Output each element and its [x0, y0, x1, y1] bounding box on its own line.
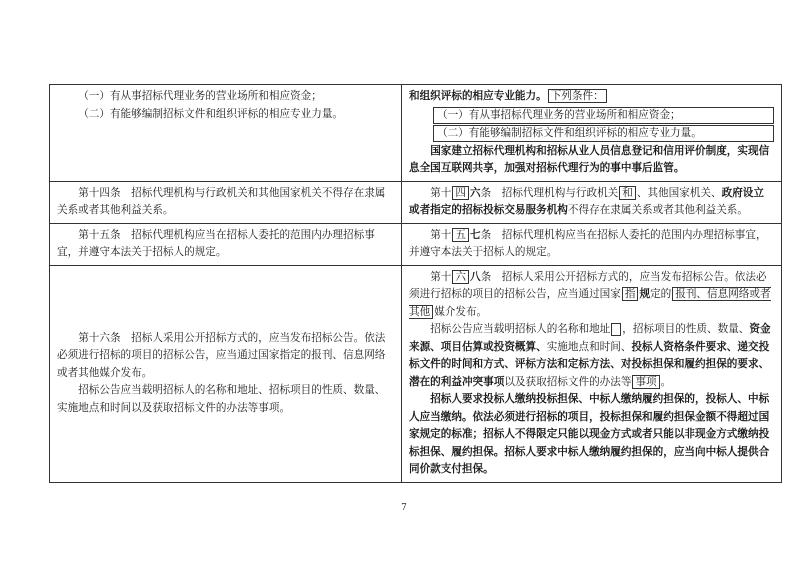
new-text-line: [409, 269, 774, 322]
added-text: 招标人要求投标人缴纳投标担保、中标人缴纳履约担保的，投标人、中标人应当缴纳。依法必须进行招标的项目，投标担保和履约担保金额不得超过国家规定的标准；招标人不得限定只能以现金方式或者只能以非现金方式缴纳投标担保、履约担保。招标人要求中标人缴纳履约担保的，应当向中标人提供合同价款支付担保。: [409, 393, 770, 475]
added-text: 投标人资格条件要求、递交投标文件的时间和方式、评标方法和定标方法、对投标担保和履约担保的要求、潜在的利益冲突事项: [409, 340, 770, 388]
comparison-table-page: [49, 84, 781, 483]
added-text: 八: [469, 270, 481, 283]
old-text-line: （二）有能够编制招标文件和组织评标的相应专业力量。: [78, 107, 344, 120]
text-span: 以及获取招标文件的办法等: [504, 375, 632, 388]
added-text: 国家建立招标代理机构和招标从业人员信息登记和信用评价制度，实现信息全国互联网共享，加强对招标代理行为的事中事后监管。: [409, 144, 770, 174]
old-text-line: 第十五条 招标代理机构应当在招标人委托的范围内办理招标事宜，并遵守本法关于招标人的规定。: [57, 228, 375, 258]
new-text-cell: [402, 265, 782, 482]
page-number: 7: [401, 503, 407, 513]
old-text-line: 第十六条 招标人采用公开招标方式的，应当发布招标公告。依法必须进行招标的项目的招标公告，应当通过国家指定的报刊、信息网络或者其他媒介发布。: [57, 331, 386, 379]
old-text-line: 第十四条 招标代理机构与行政机关和其他国家机关不得存在隶属关系或者其他利益关系。: [57, 186, 386, 216]
added-text: 六: [469, 186, 481, 199]
old-text-cell: [50, 223, 402, 265]
deleted-box: （一）有从事招标代理业务的营业场所和相应资金；: [433, 107, 774, 124]
deleted-box: 指: [622, 287, 639, 301]
deleted-box: （二）有能够编制招标文件和组织评标的相应专业力量。: [433, 125, 774, 142]
text-span: 实施地点和时间、: [546, 340, 632, 353]
deleted-mark: [611, 323, 621, 336]
text-span: 条 招标代理机构应当在招标人委托的范围内办理招标事宜，并遵守本法关于招标人的规定。: [409, 228, 767, 258]
added-text: 规: [639, 288, 651, 300]
table-row: [50, 85, 782, 182]
text-span: 第十: [430, 186, 452, 199]
text-span: ，招标项目的性质、数量、: [622, 323, 750, 335]
deleted-box: 和: [619, 186, 636, 200]
deleted-box: 下列条件：: [548, 89, 607, 103]
old-text-cell: [50, 265, 402, 482]
text-span: 条 招标代理机构与行政机关: [480, 186, 619, 199]
old-text-cell: [50, 85, 402, 182]
added-text: 和组织评标的相应专业能力。: [409, 90, 547, 102]
text-span: 第十: [430, 228, 452, 241]
comparison-table: [49, 84, 782, 483]
deleted-box: 五: [452, 228, 469, 242]
deleted-box: 报刊、信息网络或者其他: [409, 288, 771, 318]
table-row: [50, 223, 782, 265]
deleted-box: 四: [452, 186, 469, 200]
text-span: 媒介发布。: [434, 305, 488, 318]
added-text: 资金来源、项目估算或投资概算、: [409, 323, 771, 353]
text-span: 。: [660, 375, 672, 388]
table-row: [50, 181, 782, 223]
old-text-line: 招标公告应当载明招标人的名称和地址、招标项目的性质、数量、实施地点和时间以及获取招标文件的办法等事项。: [57, 384, 386, 414]
added-text: 七: [469, 228, 481, 241]
new-text-cell: [402, 85, 782, 182]
added-text: 政府设立或者指定的招标投标交易服务机构: [409, 186, 764, 216]
new-text-line: [409, 88, 774, 106]
text-span: 第十: [430, 270, 452, 283]
text-span: 不得存在隶属关系或者其他利益关系。: [567, 204, 748, 216]
text-span: 、其他国家机关、: [636, 186, 722, 199]
table-row: [50, 265, 782, 482]
new-text-cell: [402, 223, 782, 265]
deleted-box: 六: [452, 270, 469, 284]
text-span: 条 招标人采用公开招标方式的，应当发布招标公告。依法必须进行招标的项目的招标公告，应当通过国家: [409, 270, 767, 300]
new-text-line: [409, 185, 774, 220]
new-text-cell: [402, 181, 782, 223]
new-text-line: [409, 227, 774, 262]
old-text-line: （一）有从事招标代理业务的营业场所和相应资金；: [78, 90, 322, 102]
deleted-box: 事项: [632, 375, 659, 389]
text-span: 招标公告应当载明招标人的名称和地址: [430, 323, 611, 335]
text-span: 定的: [650, 288, 672, 300]
new-text-line: [409, 321, 774, 391]
old-text-cell: [50, 181, 402, 223]
